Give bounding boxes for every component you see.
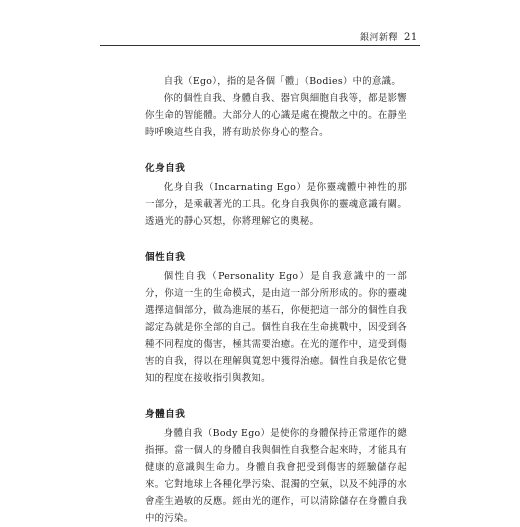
spacer [145,230,407,250]
spacer [145,387,407,407]
spacer [145,141,407,161]
section-heading-body-ego: 身體自我 [145,409,186,420]
page-body [145,73,407,527]
section-body-personality-ego: 個性自我（Personality Ego）是自我意識中的一部分，你這一生的生命模式，是由這一部分所形成的。你的靈魂選擇這個部分，做為進展的基石，你便把這一部分的個性自我認定為就是你全部的自己。個性自我在生命挑戰中，因受到各種不同程度的傷害，極其需要治癒。在光的運作中，這受到傷害的自我，得以在理解與寬恕中獲得治癒。個性自我是依它覺知的程度在接收指引與教知。 [145,271,407,384]
page-number: 21 [404,32,418,43]
section-body-incarnating-ego: 化身自我（Incarnating Ego）是你靈魂體中神性的那一部分，是乘載著光的工具。化身自我與你的靈魂意識有關。透過光的靜心冥想，你將理解它的奧秘。 [145,182,407,227]
book-title: 銀河新釋 [360,33,399,43]
running-head [360,30,418,43]
section-body-body-ego: 身體自我（Body Ego）是使你的身體保持正常運作的總指揮。當一個人的身體自我與個性自我整合起來時，才能具有健康的意識與生命力。身體自我會把受到傷害的經驗儲存起來。它對地球上各種化學污染、混濁的空氣，以及不純淨的水會產生過敏的反應。經由光的運作，可以清除儲存在身體自我中的污染。 [145,428,407,524]
section-heading-incarnating-ego: 化身自我 [145,163,186,174]
intro-paragraph-2: 你的個性自我、身體自我、器官與細胞自我等，都是影響你生命的智能體。大部分人的心識是處在攪散之中的。在靜坐時呼喚這些自我，將有助於你身心的整合。 [145,93,407,138]
section-heading-personality-ego: 個性自我 [145,252,186,263]
header-rule [100,45,420,46]
intro-paragraph-1: 自我（Ego），指的是各個「體」（Bodies）中的意識。 [163,76,401,87]
